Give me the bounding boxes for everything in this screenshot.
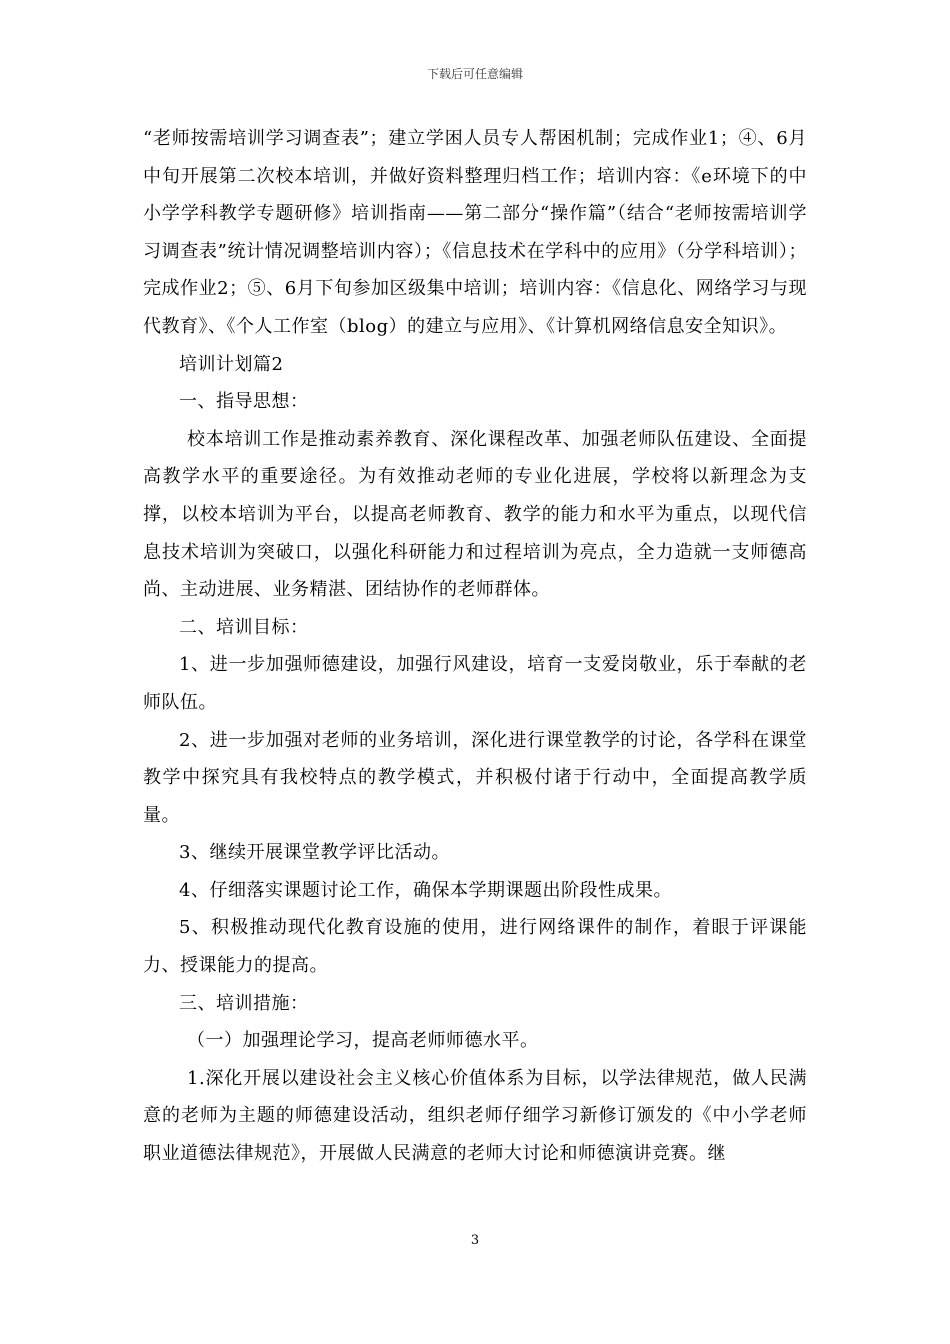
subheading-theory-study: （一）加强理论学习，提高老师师德水平。 <box>187 1030 539 1052</box>
paragraph-continuation: “老师按需培训学习调查表”；建立学困人员专人帮困机制；完成作业1；④、6月中旬开展第二次校本培训，并做好资料整理归档工作；培训内容：《e环境下的中小学学科教学专题研修》培训指南——第二部分“操作篇”（结合“老师按需培训学习调查表”统计情况调整培训内容）；《信息技术在学科中的应用》（分学科培训）；完成作业2；⑤、6月下旬参加区级集中培训；培训内容：《信息化、网络学习与现代教育》、《个人工作室（blog）的建立与应用》、《计算机网络信息安全知识》。 <box>143 128 807 337</box>
page-header: 下载后可任意编辑 <box>426 67 523 81</box>
section-title: 培训计划篇2 <box>179 353 284 375</box>
document-body <box>143 120 807 1173</box>
goal-item-4: 4、仔细落实课题讨论工作，确保本学期课题出阶段性成果。 <box>179 879 672 901</box>
heading-training-measures: 三、培训措施： <box>179 992 309 1014</box>
goal-item-2: 2、进一步加强对老师的业务培训，深化进行课堂教学的讨论，各学科在课堂教学中探究具有我校特点的教学模式，并积极付诸于行动中，全面提高教学质量。 <box>143 729 807 826</box>
goal-item-3: 3、继续开展课堂教学评比活动。 <box>179 842 450 864</box>
heading-training-goals: 二、培训目标： <box>179 616 309 638</box>
page-number: 3 <box>470 1233 480 1248</box>
goal-item-5: 5、积极推动现代化教育设施的使用，进行网络课件的制作，着眼于评课能力、授课能力的提高。 <box>143 917 807 977</box>
heading-guiding-ideology: 一、指导思想： <box>179 391 309 413</box>
goal-item-1: 1、进一步加强师德建设，加强行风建设，培育一支爱岗敬业，乐于奉献的老师队伍。 <box>143 654 807 713</box>
paragraph-ethics-activity: 1.深化开展以建设社会主义核心价值体系为目标，以学法律规范，做人民满意的老师为主题的师德建设活动，组织老师仔细学习新修订颁发的《中小学老师职业道德法律规范》，开展做人民满意的老师大讨论和师德演讲竞赛。继 <box>143 1067 807 1165</box>
paragraph-guiding-ideology: 校本培训工作是推动素养教育、深化课程改革、加强老师队伍建设、全面提高教学水平的重要途径。为有效推动老师的专业化进展，学校将以新理念为支撑，以校本培训为平台，以提高老师教育、教学的能力和水平为重点，以现代信息技术培训为突破口，以强化科研能力和过程培训为亮点，全力造就一支师德高尚、主动进展、业务精湛、团结协作的老师群体。 <box>143 428 807 601</box>
